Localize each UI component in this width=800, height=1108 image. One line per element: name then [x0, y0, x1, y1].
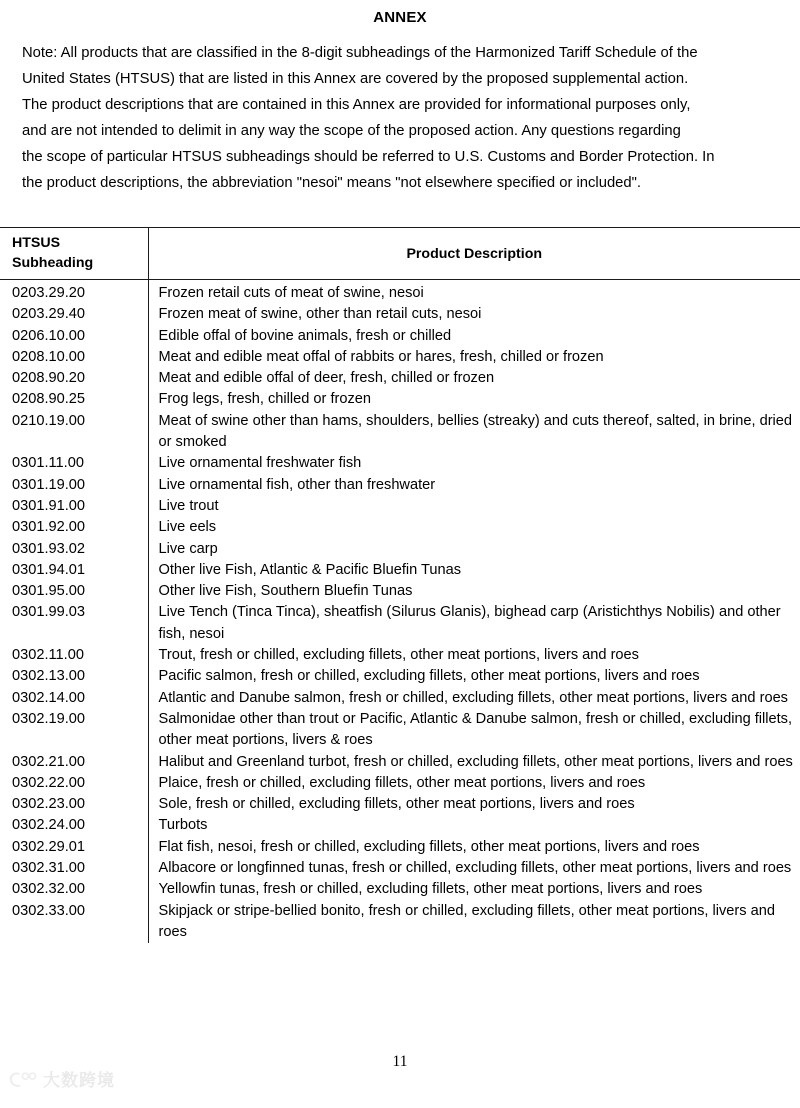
table-row: [0, 666, 800, 687]
cell-product-description: [148, 475, 800, 496]
product-description-value: Yellowfin tunas, fresh or chilled, excluding fillets, other meat portions, livers and roes: [158, 881, 703, 898]
htsus-subheading-value: 0302.32.00: [12, 881, 86, 898]
cell-product-description: [148, 539, 800, 560]
cell-htsus-subheading: [0, 304, 148, 325]
cell-product-description: [148, 581, 800, 602]
cell-product-description: [148, 326, 800, 347]
htsus-subheading-value: 0302.23.00: [12, 796, 86, 813]
cell-htsus-subheading: [0, 794, 148, 815]
cell-product-description: [148, 411, 800, 454]
product-description-value: Meat and edible offal of deer, fresh, chilled or frozen: [158, 370, 495, 387]
product-description-value: Pacific salmon, fresh or chilled, excluding fillets, other meat portions, livers and roes: [158, 668, 700, 685]
cell-htsus-subheading: [0, 688, 148, 709]
cell-product-description: [148, 304, 800, 325]
htsus-subheading-value: 0301.19.00: [12, 476, 86, 493]
cell-htsus-subheading: [0, 453, 148, 474]
cell-htsus-subheading: [0, 368, 148, 389]
htsus-subheading-value: 0301.11.00: [12, 455, 84, 472]
cell-htsus-subheading: [0, 837, 148, 858]
cell-htsus-subheading: [0, 666, 148, 687]
table-row: [0, 752, 800, 773]
product-description-value: Salmonidae other than trout or Pacific, Atlantic & Danube salmon, fresh or chilled, excluding fillets, other meat portions, livers & roes: [158, 710, 793, 749]
cell-htsus-subheading: [0, 411, 148, 454]
cell-product-description: [148, 389, 800, 410]
table-row: [0, 389, 800, 410]
column-header-line1: HTSUS: [12, 235, 61, 251]
table-header: [0, 228, 800, 280]
product-description-value: Live ornamental freshwater fish: [158, 455, 362, 472]
table-row: [0, 815, 800, 836]
annex-note-line: the scope of particular HTSUS subheadings should be referred to U.S. Customs and Border Protection. In: [22, 149, 715, 165]
product-description-value: Live Tench (Tinca Tinca), sheatfish (Silurus Glanis), bighead carp (Aristichthys Nobilis) and other fish, nesoi: [158, 604, 781, 642]
htsus-subheading-value: 0301.95.00: [12, 583, 86, 600]
column-header-line2: Subheading: [12, 255, 94, 271]
product-description-value: Skipjack or stripe-bellied bonito, fresh or chilled, excluding fillets, other meat portions, livers and roes: [158, 902, 775, 940]
cell-product-description: [148, 688, 800, 709]
cell-product-description: [148, 709, 800, 752]
cell-htsus-subheading: [0, 326, 148, 347]
product-description-value: Edible offal of bovine animals, fresh or chilled: [158, 327, 452, 344]
table-row: [0, 517, 800, 538]
table-row: [0, 475, 800, 496]
table-row: [0, 411, 800, 454]
table-row: [0, 794, 800, 815]
htsus-subheading-value: 0301.91.00: [12, 497, 86, 514]
table-row: [0, 560, 800, 581]
table-row: [0, 581, 800, 602]
product-description-value: Live ornamental fish, other than freshwater: [158, 476, 436, 493]
table-header-row: [0, 228, 800, 280]
table-row: [0, 773, 800, 794]
table-row: [0, 645, 800, 666]
annex-note: [22, 40, 780, 196]
annex-note-line: The product descriptions that are contained in this Annex are provided for informational purposes only,: [22, 97, 691, 113]
htsus-subheading-value: 0301.93.02: [12, 540, 86, 557]
cell-htsus-subheading: [0, 517, 148, 538]
htsus-subheading-value: 0208.90.25: [12, 391, 86, 408]
product-description-value: Plaice, fresh or chilled, excluding fillets, other meat portions, livers and roes: [158, 774, 646, 791]
annex-note-line: the product descriptions, the abbreviation "nesoi" means "not elsewhere specified or included".: [22, 175, 641, 191]
product-description-value: Frog legs, fresh, chilled or frozen: [158, 391, 372, 408]
table-row: [0, 709, 800, 752]
htsus-subheading-value: 0203.29.40: [12, 306, 86, 323]
cell-product-description: [148, 560, 800, 581]
table-row: [0, 304, 800, 325]
cell-htsus-subheading: [0, 645, 148, 666]
annex-note-line: United States (HTSUS) that are listed in this Annex are covered by the proposed supplemental action.: [22, 71, 689, 87]
htsus-subheading-value: 0301.92.00: [12, 519, 86, 536]
table-row: [0, 347, 800, 368]
table-row: [0, 326, 800, 347]
table-row: [0, 453, 800, 474]
cell-htsus-subheading: [0, 539, 148, 560]
product-description-value: Flat fish, nesoi, fresh or chilled, excluding fillets, other meat portions, livers and roes: [158, 838, 700, 855]
cell-htsus-subheading: [0, 496, 148, 517]
cell-product-description: [148, 773, 800, 794]
page-number: 11: [392, 1053, 408, 1070]
cell-product-description: [148, 815, 800, 836]
cell-product-description: [148, 453, 800, 474]
htsus-subheading-value: 0302.29.01: [12, 838, 86, 855]
htsus-subheading-value: 0301.94.01: [12, 561, 86, 578]
htsus-subheading-value: 0302.14.00: [12, 689, 86, 706]
annex-note-line: and are not intended to delimit in any way the scope of the proposed action. Any questions regarding: [22, 123, 681, 139]
column-header-product-description: Product Description: [148, 228, 800, 280]
cell-product-description: [148, 645, 800, 666]
cell-product-description: [148, 837, 800, 858]
cell-htsus-subheading: [0, 752, 148, 773]
product-description-value: Other live Fish, Southern Bluefin Tunas: [158, 583, 413, 600]
cell-htsus-subheading: [0, 581, 148, 602]
cell-product-description: [148, 901, 800, 944]
product-description-value: Live carp: [158, 540, 218, 557]
product-description-value: Halibut and Greenland turbot, fresh or chilled, excluding fillets, other meat portions, livers and roes: [158, 753, 793, 770]
table-row: [0, 368, 800, 389]
column-header-htsus-subheading: [0, 228, 148, 280]
htsus-subheading-value: 0302.11.00: [12, 647, 84, 664]
cell-product-description: [148, 794, 800, 815]
table-row: [0, 688, 800, 709]
table-row: [0, 280, 800, 305]
cell-product-description: [148, 666, 800, 687]
table-row: [0, 858, 800, 879]
cell-htsus-subheading: [0, 773, 148, 794]
product-description-value: Turbots: [158, 817, 208, 834]
cell-product-description: [148, 347, 800, 368]
table-row: [0, 602, 800, 645]
cell-product-description: [148, 368, 800, 389]
htsus-subheading-value: 0208.90.20: [12, 370, 86, 387]
cell-product-description: [148, 858, 800, 879]
cell-product-description: [148, 517, 800, 538]
cell-product-description: [148, 602, 800, 645]
cell-htsus-subheading: [0, 280, 148, 305]
product-description-value: Albacore or longfinned tunas, fresh or chilled, excluding fillets, other meat portions, livers and roes: [158, 860, 792, 877]
product-description-value: Frozen meat of swine, other than retail cuts, nesoi: [158, 306, 482, 323]
product-description-value: Meat of swine other than hams, shoulders, bellies (streaky) and cuts thereof, salted, in brine, dried or smoked: [158, 412, 793, 451]
cell-htsus-subheading: [0, 879, 148, 900]
cell-product-description: [148, 280, 800, 305]
cell-htsus-subheading: [0, 560, 148, 581]
table-row: [0, 837, 800, 858]
htsus-subheading-value: 0302.21.00: [12, 753, 86, 770]
product-description-value: Live eels: [158, 519, 217, 536]
cell-product-description: [148, 879, 800, 900]
table-row: [0, 901, 800, 944]
annex-note-line: Note: All products that are classified in the 8-digit subheadings of the Harmonized Tariff Schedule of the: [22, 45, 698, 61]
table-row: [0, 496, 800, 517]
table-row: [0, 879, 800, 900]
page-title: ANNEX: [373, 9, 427, 26]
cell-htsus-subheading: [0, 858, 148, 879]
cell-product-description: [148, 496, 800, 517]
htsus-annex-table: [0, 227, 800, 943]
product-description-value: Sole, fresh or chilled, excluding fillets, other meat portions, livers and roes: [158, 796, 635, 813]
cell-htsus-subheading: [0, 602, 148, 645]
product-description-value: Frozen retail cuts of meat of swine, nesoi: [158, 285, 424, 301]
cell-htsus-subheading: [0, 389, 148, 410]
htsus-subheading-value: 0302.22.00: [12, 774, 86, 791]
htsus-subheading-value: 0302.33.00: [12, 902, 86, 919]
watermark-text: 大数跨境: [43, 1070, 115, 1091]
product-description-value: Meat and edible meat offal of rabbits or hares, fresh, chilled or frozen: [158, 348, 604, 365]
htsus-subheading-value: 0208.10.00: [12, 348, 86, 365]
watermark-logo-icon: [8, 1070, 38, 1091]
product-description-value: Live trout: [158, 497, 219, 514]
htsus-subheading-value: 0301.99.03: [12, 604, 86, 621]
htsus-subheading-value: 0302.24.00: [12, 817, 86, 834]
table-row: [0, 539, 800, 560]
htsus-subheading-value: 0302.19.00: [12, 710, 86, 727]
htsus-subheading-value: 0302.31.00: [12, 860, 86, 877]
product-description-value: Atlantic and Danube salmon, fresh or chilled, excluding fillets, other meat portions, livers and roes: [158, 689, 788, 706]
product-description-value: Trout, fresh or chilled, excluding fillets, other meat portions, livers and roes: [158, 647, 639, 664]
cell-htsus-subheading: [0, 901, 148, 944]
table-body: [0, 280, 800, 944]
product-description-value: Other live Fish, Atlantic & Pacific Bluefin Tunas: [158, 561, 462, 578]
htsus-subheading-value: 0210.19.00: [12, 412, 86, 429]
cell-htsus-subheading: [0, 815, 148, 836]
cell-htsus-subheading: [0, 709, 148, 752]
cell-htsus-subheading: [0, 475, 148, 496]
cell-htsus-subheading: [0, 347, 148, 368]
htsus-subheading-value: 0302.13.00: [12, 668, 86, 685]
htsus-subheading-value: 0203.29.20: [12, 285, 86, 301]
watermark: [8, 1070, 115, 1091]
cell-product-description: [148, 752, 800, 773]
htsus-subheading-value: 0206.10.00: [12, 327, 86, 344]
